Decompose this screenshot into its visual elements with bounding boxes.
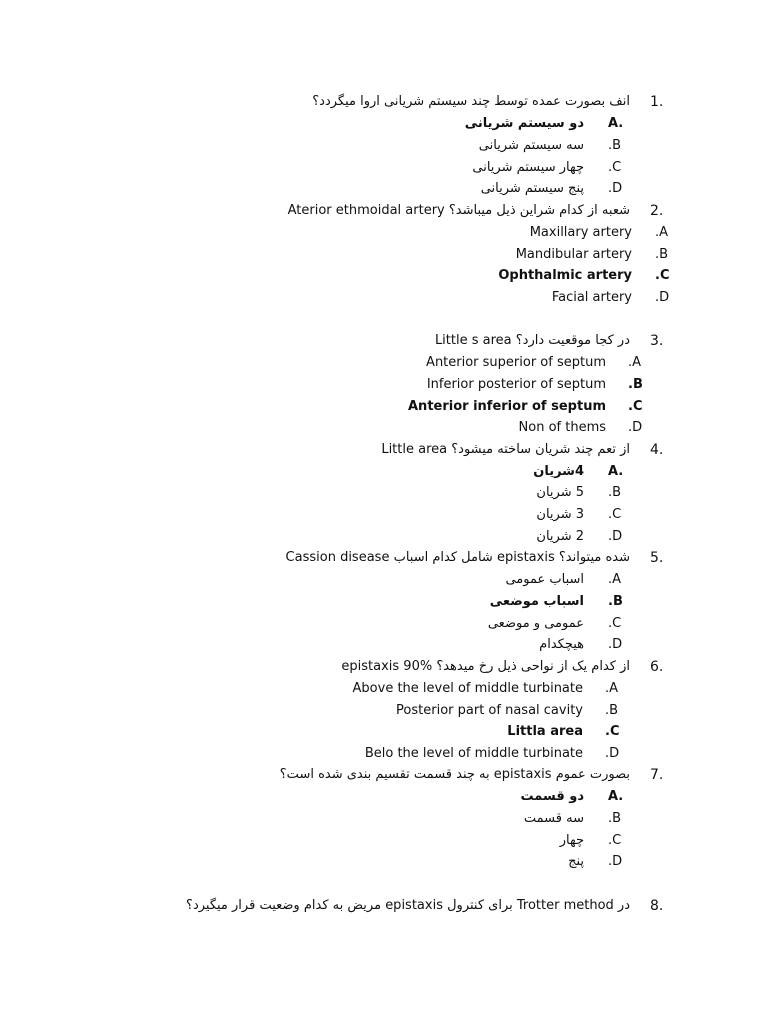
- option-label: .C: [655, 268, 670, 283]
- option-text: 3 شریان: [536, 507, 584, 522]
- question-number: 7.: [650, 767, 664, 783]
- question-number: 8.: [650, 898, 664, 914]
- question-text: Little area از تعم چند شریان ساخته میشود؟: [381, 442, 630, 457]
- option-label: .C: [608, 833, 622, 848]
- question-number: 1.: [650, 94, 664, 110]
- option-label: .D: [608, 181, 623, 196]
- option-label: .B: [608, 594, 623, 609]
- option-label: .D: [608, 854, 623, 869]
- option-text: عمومی و موضعی: [487, 616, 584, 631]
- option-text: Inferior posterior of septum: [426, 377, 606, 392]
- option-label: .B: [605, 703, 619, 718]
- option-text-correct: اسباب موضعی: [489, 594, 584, 609]
- option-label: .D: [605, 746, 620, 761]
- option-label: A.: [608, 789, 624, 804]
- option-text: Facial artery: [551, 290, 632, 305]
- option-text-correct: دو قسمت: [520, 789, 584, 804]
- option-text: Above the level of middle turbinate: [352, 681, 583, 696]
- question-number: 5.: [650, 550, 664, 566]
- option-label: .C: [628, 399, 643, 414]
- option-label: A.: [608, 116, 624, 131]
- option-label: .B: [655, 247, 669, 262]
- question-number: 4.: [650, 442, 664, 458]
- option-text: پنج: [568, 854, 584, 869]
- option-text-correct: Littla area: [507, 724, 583, 739]
- option-text-correct: دو سیستم شریانی: [464, 116, 584, 131]
- question-text: Little s area در کجا موقعیت دارد؟: [434, 333, 630, 348]
- option-text-correct: Anterior inferior of septum: [408, 399, 606, 414]
- option-text: Belo the level of middle turbinate: [364, 746, 583, 761]
- option-label: A.: [608, 464, 624, 479]
- question-text: انف بصورت عمده توسط چند سیستم شریانی اروا میگردد؟: [312, 94, 630, 109]
- question-number: 6.: [650, 659, 664, 675]
- option-text: Maxillary artery: [529, 225, 632, 240]
- option-label: .B: [608, 485, 622, 500]
- option-label: .D: [655, 290, 670, 305]
- option-text: 2 شریان: [536, 529, 584, 544]
- option-text: 5 شریان: [536, 485, 584, 500]
- option-label: .C: [605, 724, 620, 739]
- option-text: چهار سیستم شریانی: [472, 160, 584, 175]
- option-text: چهار: [559, 833, 584, 848]
- question-text: epistaxis 90% از کدام یک از نواحی ذیل رخ میدهد؟: [341, 659, 630, 674]
- option-text: هیچکدام: [539, 637, 584, 652]
- option-text: Anterior superior of septum: [426, 355, 606, 370]
- option-label: .A: [605, 681, 619, 696]
- question-number: 3.: [650, 333, 664, 349]
- option-text: سه سیستم شریانی: [478, 138, 584, 153]
- option-text: پنج سیستم شریانی: [480, 181, 584, 196]
- option-label: .D: [608, 637, 623, 652]
- option-label: .C: [608, 507, 622, 522]
- option-text: Mandibular artery: [515, 247, 632, 262]
- option-label: .D: [608, 529, 623, 544]
- option-label: .D: [628, 420, 643, 435]
- option-label: .A: [608, 572, 622, 587]
- option-text-correct: Ophthalmic artery: [498, 268, 632, 283]
- option-text: اسباب عمومی: [505, 572, 584, 587]
- option-text: سه قسمت: [523, 811, 584, 826]
- option-label: .B: [628, 377, 643, 392]
- question-text: Cassion disease شامل کدام اسباب epistaxis شده میتواند؟: [285, 550, 630, 565]
- option-text: Posterior part of nasal cavity: [396, 703, 583, 718]
- question-text: Aterior ethmoidal artery شعبه از کدام شراین ذیل میباشد؟: [287, 203, 630, 218]
- option-text-correct: 4شریان: [533, 464, 584, 479]
- option-label: .A: [655, 225, 669, 240]
- question-text: در Trotter method برای کنترول epistaxis مریض به کدام وضعیت قرار میگیرد؟: [186, 898, 630, 913]
- option-text: Non of thems: [518, 420, 606, 435]
- option-label: .B: [608, 811, 622, 826]
- option-label: .C: [608, 160, 622, 175]
- option-label: .A: [628, 355, 642, 370]
- option-label: .C: [608, 616, 622, 631]
- question-number: 2.: [650, 203, 664, 219]
- question-text: بصورت عموم epistaxis به چند قسمت تقسیم بندی شده است؟: [279, 767, 630, 782]
- option-label: .B: [608, 138, 622, 153]
